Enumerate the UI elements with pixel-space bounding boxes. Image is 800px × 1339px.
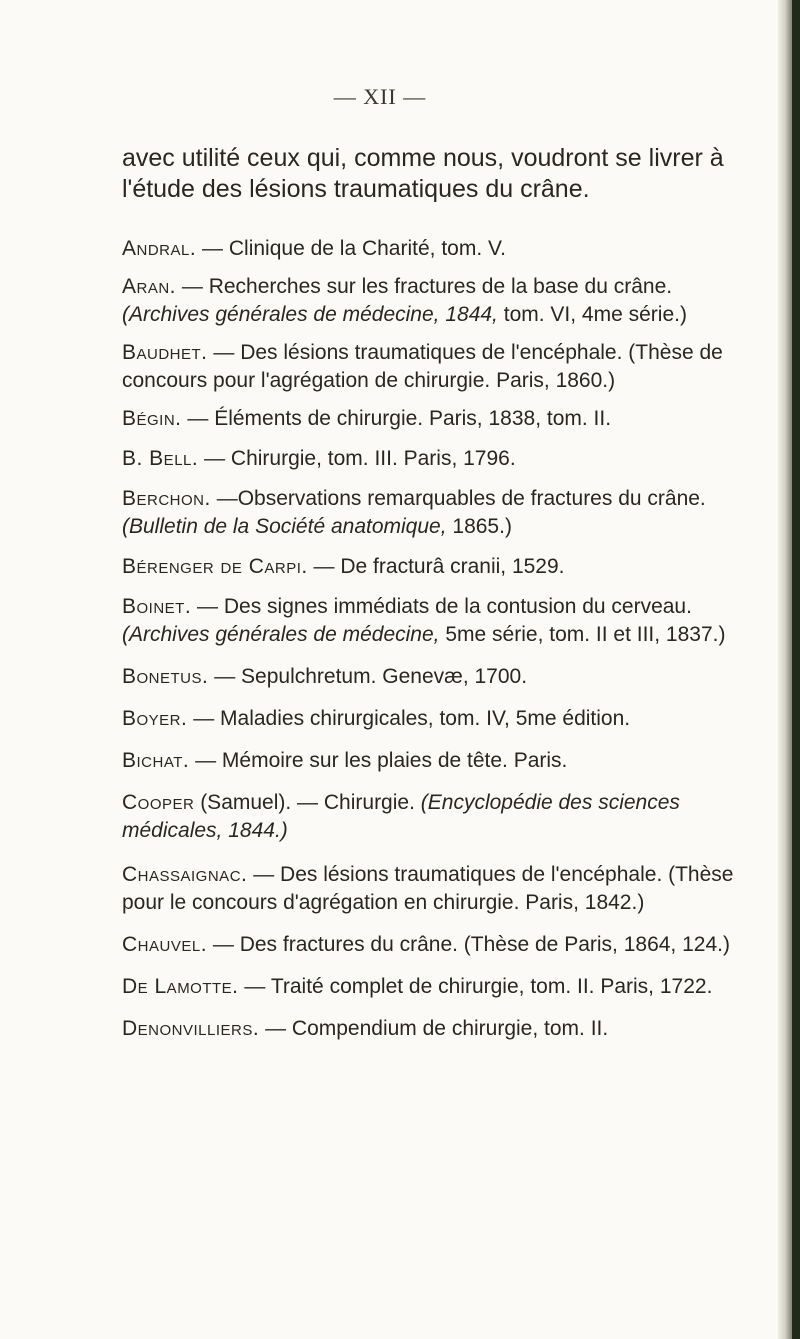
bibliography-entry: [122, 705, 762, 733]
entry-text: — Maladies chirurgicales, tom. IV, 5me édition.: [193, 707, 631, 730]
entry-publication: (Archives générales de médecine, 1844,: [122, 303, 498, 326]
bibliography-entry: [122, 593, 762, 649]
bibliography-entry: [122, 931, 762, 959]
entry-text: — Des signes immédiats de la contusion du cerveau.: [197, 595, 692, 618]
entry-text: — Clinique de la Charité, tom. V.: [202, 237, 506, 260]
entry-author: Bonetus.: [122, 665, 209, 688]
entry-author: Aran.: [122, 275, 177, 298]
bibliography-entry: [122, 485, 762, 541]
entry-text: — Des lésions traumatiques de l'encéphale. (Thèse de concours pour l'agrégation de chirurgie. Paris, 1860.): [122, 341, 723, 392]
entry-author: B. Bell.: [122, 447, 199, 470]
bibliography-entry: [122, 273, 762, 329]
bibliography-entry: [122, 747, 762, 775]
bibliography-entry: [122, 861, 762, 917]
entry-author: Denonvilliers.: [122, 1017, 260, 1040]
bibliography-entry: [122, 405, 762, 433]
bibliography-entry: [122, 235, 762, 263]
entry-publication: (Bulletin de la Société anatomique,: [122, 515, 447, 538]
entry-text: — Sepulchretum. Genevæ, 1700.: [214, 665, 528, 688]
bibliography-entry: [122, 789, 762, 845]
entry-text: 1865.): [452, 515, 512, 538]
entry-text: — Traité complet de chirurgie, tom. II. Paris, 1722.: [244, 975, 713, 998]
entry-author: Chassaignac.: [122, 863, 248, 886]
bibliography-entry: [122, 445, 762, 473]
bibliography-entry: [122, 553, 762, 581]
entry-text: — Recherches sur les fractures de la base du crâne.: [181, 275, 673, 298]
entry-author: Berchon.: [122, 487, 211, 510]
entry-author: Boyer.: [122, 707, 188, 730]
entry-author: Boinet.: [122, 595, 192, 618]
bibliography-entry: [122, 1015, 762, 1043]
entry-text: tom. VI, 4me série.): [503, 303, 687, 326]
entry-text: — Éléments de chirurgie. Paris, 1838, tom. II.: [187, 407, 612, 430]
bibliography-entry: [122, 663, 762, 691]
entry-author: Chauvel.: [122, 933, 208, 956]
entry-text: — Chirurgie, tom. III. Paris, 1796.: [204, 447, 516, 470]
entry-author: Bichat.: [122, 749, 190, 772]
entry-author: Andral.: [122, 237, 197, 260]
entry-text: (Samuel). — Chirurgie.: [200, 791, 415, 814]
entry-author: Baudhet.: [122, 341, 208, 364]
bibliography-entry: [122, 973, 762, 1001]
entry-text: — De fracturâ cranii, 1529.: [313, 555, 565, 578]
entry-text: —Observations remarquables de fractures du crâne.: [216, 487, 706, 510]
page-header: — XII —: [333, 84, 427, 109]
entry-author: Cooper: [122, 791, 195, 814]
entry-publication: (Archives générales de médecine,: [122, 623, 440, 646]
entry-publication: (Encyclopédie des sciences médicales,: [122, 791, 680, 842]
book-spine-edge: [792, 0, 800, 1339]
entry-author: Bérenger de Carpi.: [122, 555, 308, 578]
entry-author: De Lamotte.: [122, 975, 239, 998]
entry-text: 5me série, tom. II et III, 1837.): [445, 623, 726, 646]
bibliography-entry: [122, 339, 762, 395]
entry-text: 1844.): [228, 819, 288, 842]
entry-text: — Des fractures du crâne. (Thèse de Paris, 1864, 124.): [212, 933, 730, 956]
entry-text: — Compendium de chirurgie, tom. II.: [265, 1017, 609, 1040]
intro-paragraph: avec utilité ceux qui, comme nous, voudront se livrer à l'étude des lésions traumatiques du crâne.: [122, 144, 724, 203]
entry-text: — Mémoire sur les plaies de tête. Paris.: [195, 749, 568, 772]
entry-author: Bégin.: [122, 407, 182, 430]
bibliography-list: [122, 235, 762, 1043]
entry-text: — Des lésions traumatiques de l'encéphale. (Thèse pour le concours d'agrégation en chirurgie. Paris, 1842.): [122, 863, 734, 914]
